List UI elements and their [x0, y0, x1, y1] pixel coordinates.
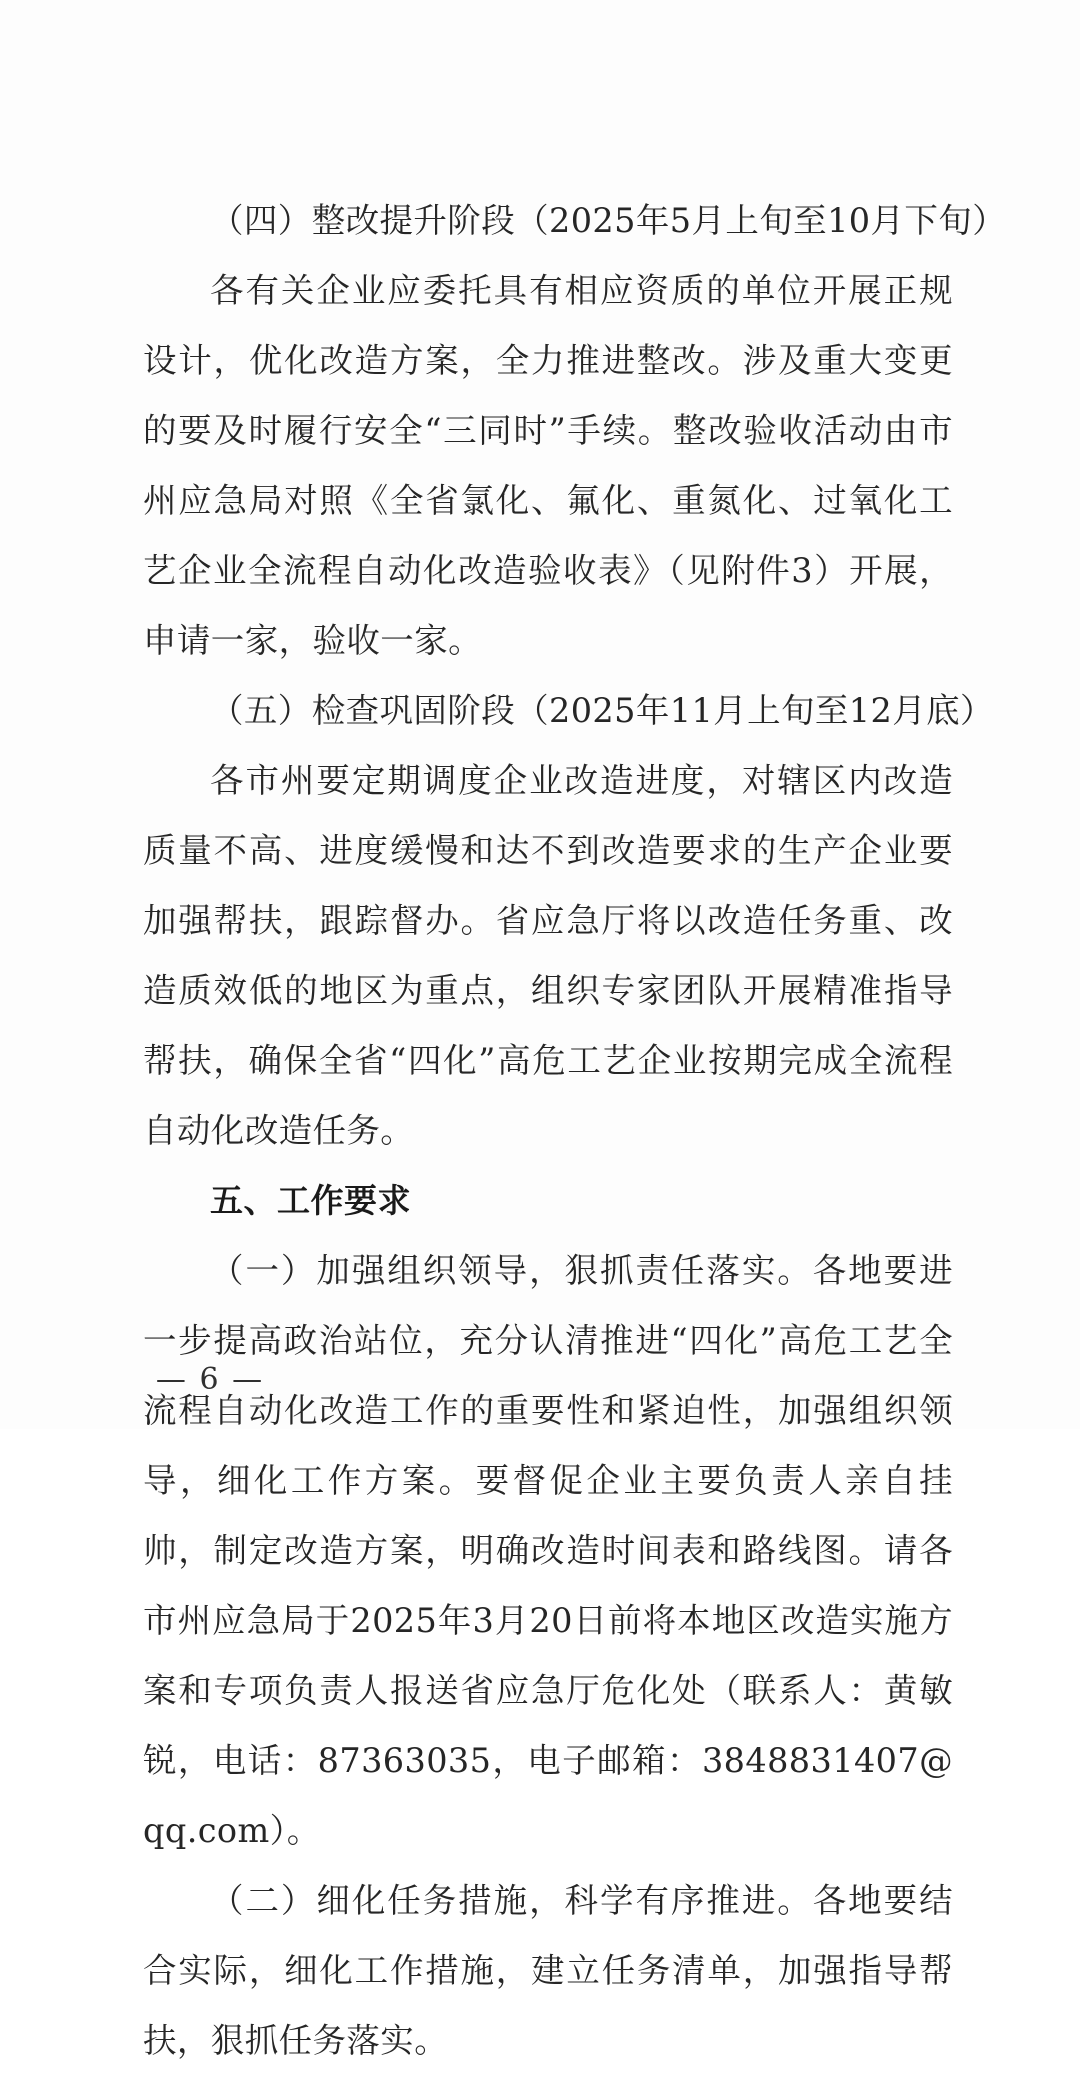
- section-heading-work-requirements: 五、工作要求: [210, 1181, 411, 1220]
- page-body: [143, 186, 1007, 2076]
- paragraph-requirement-one: （一）加强组织领导，狠抓责任落实。各地要进一步提高政治站位，充分认清推进“四化”高危工艺全流程自动化改造工作的重要性和紧迫性，加强组织领导，细化工作方案。要督促企业主要负责人亲自挂帅，制定改造方案，明确改造时间表和路线图。请各市州应急局于2025年3月20日前将本地区改造实施方案和专项负责人报送省应急厅危化处（联系人：黄敏锐，电话：87363035，电子邮箱：3848831407@qq.com）。: [143, 1251, 953, 1850]
- paragraph-requirement-two: （二）细化任务措施，科学有序推进。各地要结合实际，细化工作措施，建立任务清单，加强指导帮扶，狠抓任务落实。: [143, 1881, 953, 2060]
- subsection-heading-four: （四）整改提升阶段（2025年5月上旬至10月下旬）: [210, 201, 1007, 240]
- paragraph-stage-four: 各有关企业应委托具有相应资质的单位开展正规设计，优化改造方案，全力推进整改。涉及重大变更的要及时履行安全“三同时”手续。整改验收活动由市州应急局对照《全省氯化、氟化、重氮化、过氧化工艺企业全流程自动化改造验收表》（见附件3）开展，申请一家，验收一家。: [143, 271, 953, 660]
- paragraph-stage-five: 各市州要定期调度企业改造进度，对辖区内改造质量不高、进度缓慢和达不到改造要求的生产企业要加强帮扶，跟踪督办。省应急厅将以改造任务重、改造质效低的地区为重点，组织专家团队开展精准指导帮扶，确保全省“四化”高危工艺企业按期完成全流程自动化改造任务。: [143, 761, 953, 1150]
- subsection-heading-five-stage: （五）检查巩固阶段（2025年11月上旬至12月底）: [210, 691, 994, 730]
- page-number-footer: — 6 —: [155, 1362, 265, 1397]
